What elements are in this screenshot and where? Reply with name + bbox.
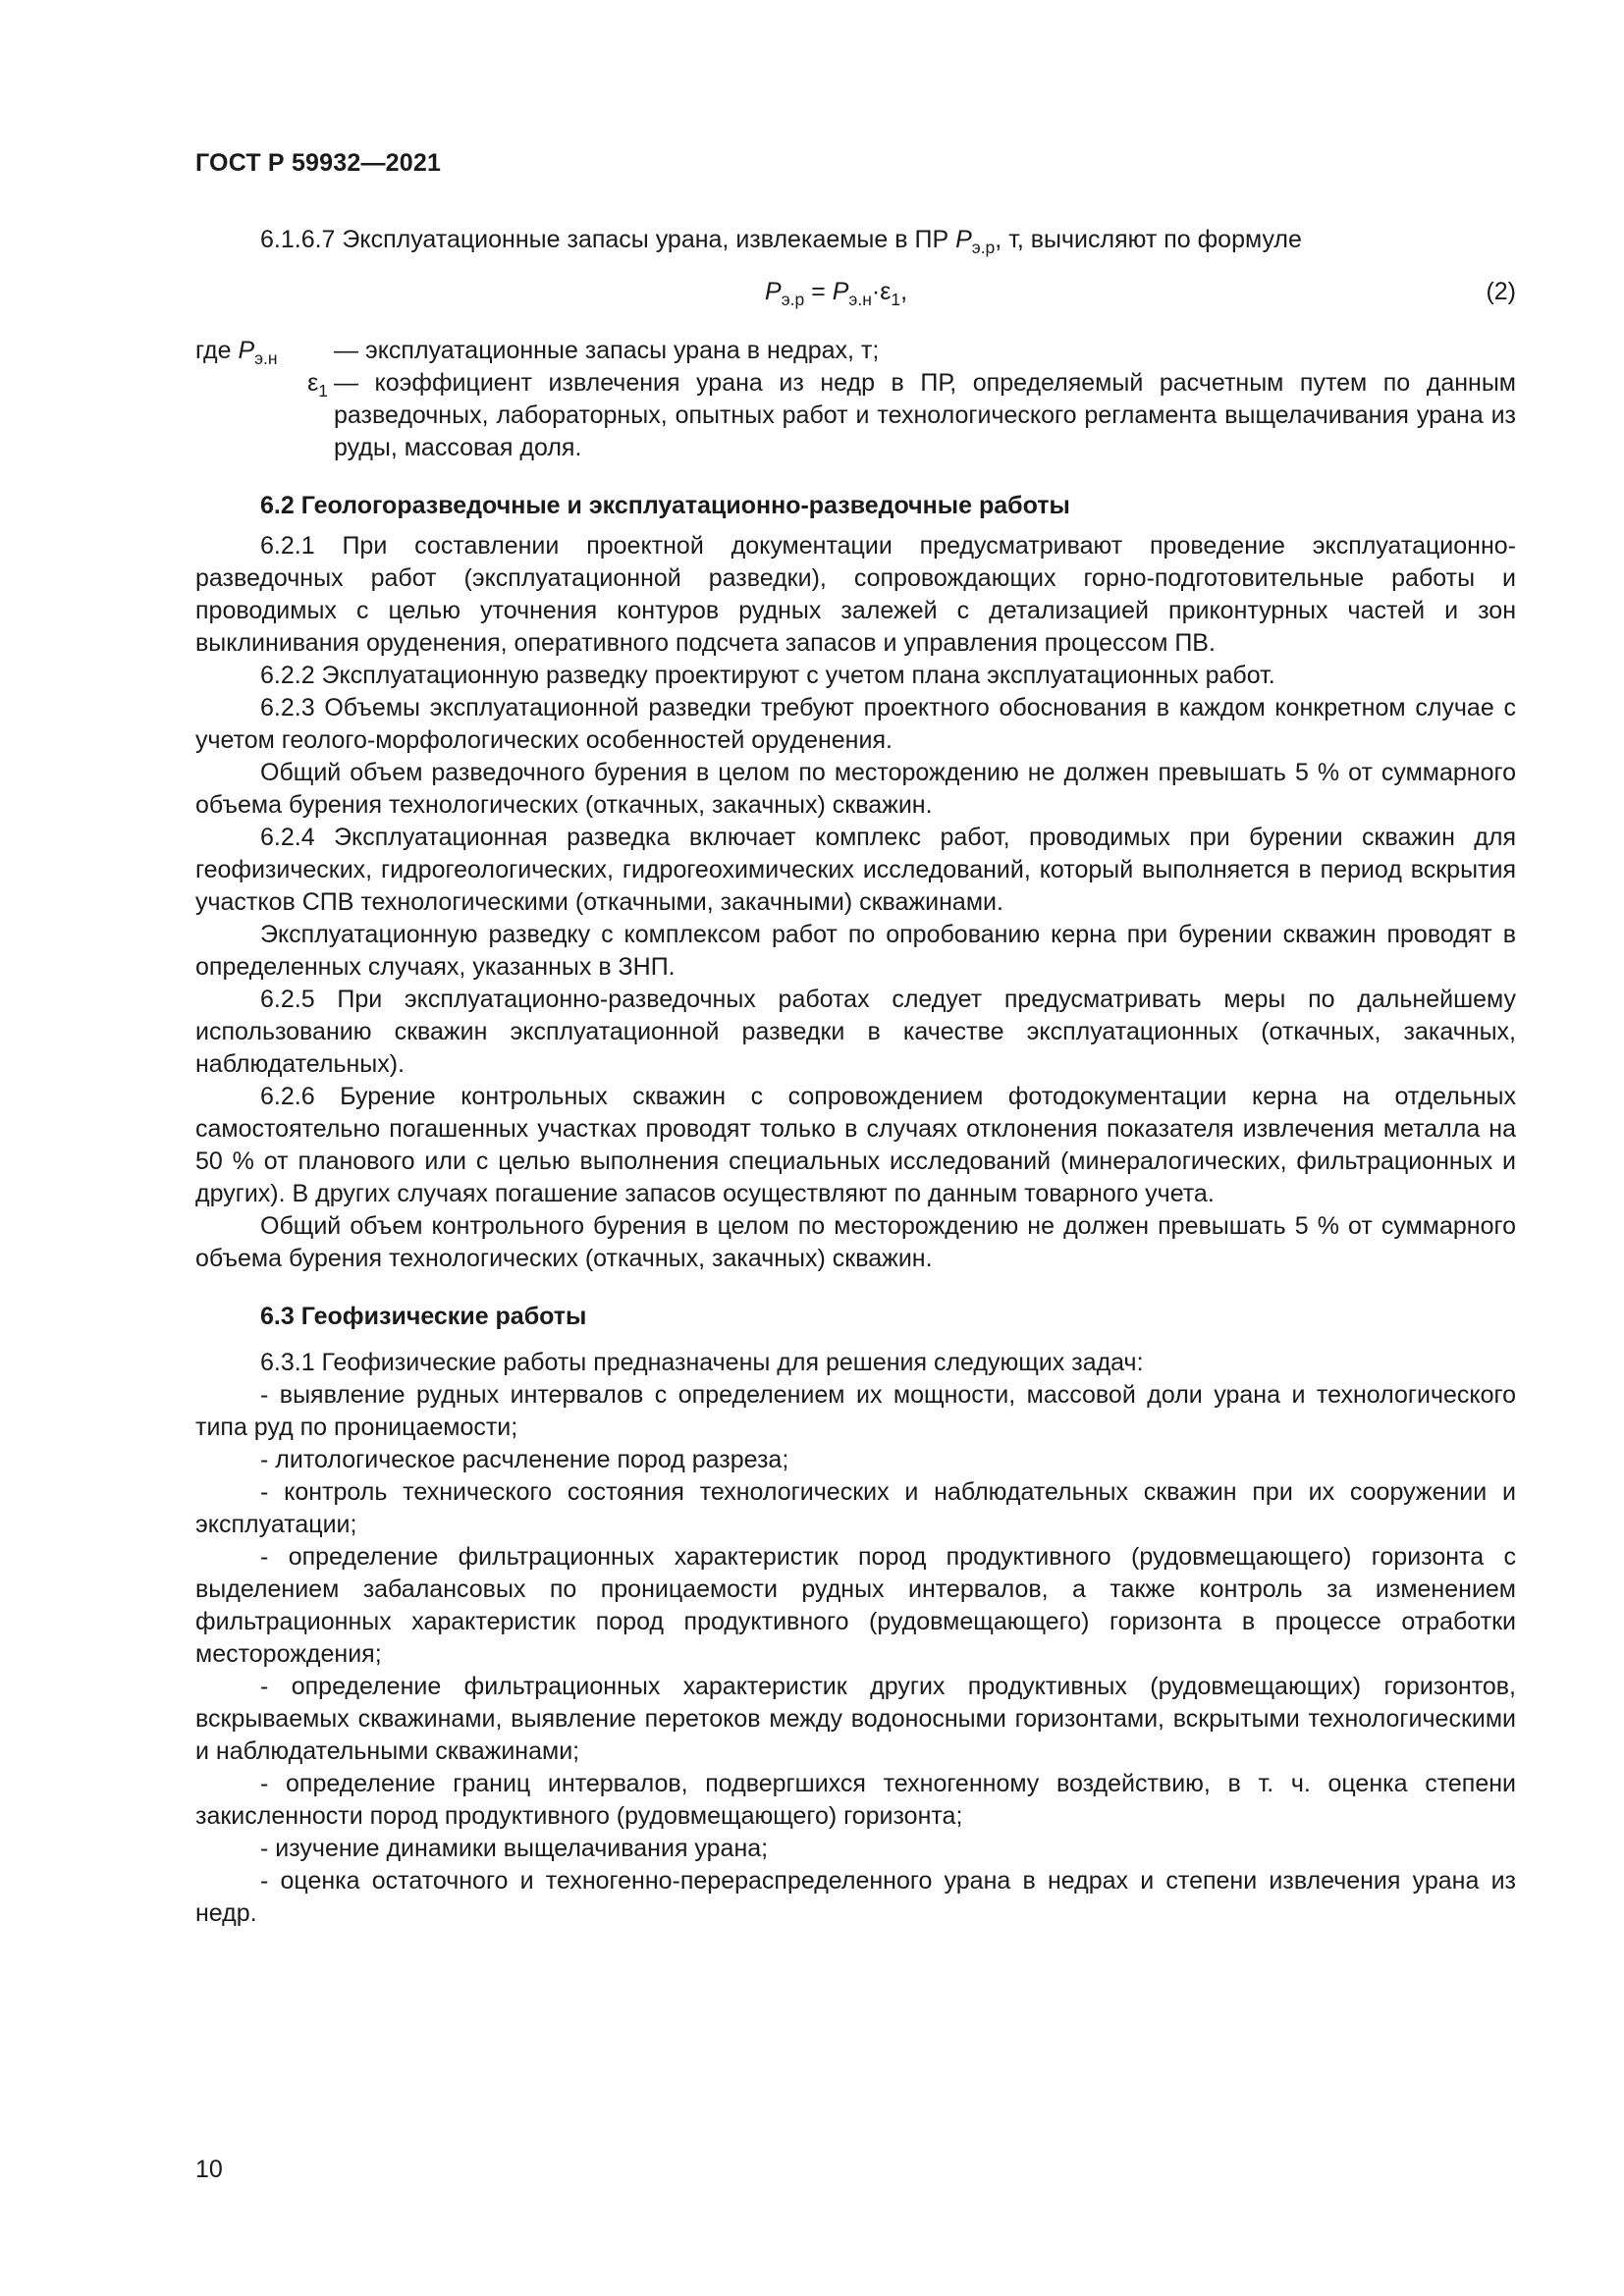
- list-item: - контроль технического состояния технологических и наблюдательных скважин при их сооружении и эксплуатации;: [195, 1478, 1516, 1538]
- list-item: - определение фильтрационных характеристик пород продуктивного (рудовмещающего) горизонта с выделением забалансовых по проницаемости рудных интервалов, а также контроль за изменением фильтрационных характеристик пород продуктивного (рудовмещающего) горизонта в процессе отработки месторождения;: [195, 1543, 1516, 1668]
- paragraph: Общий объем контрольного бурения в целом по месторождению не должен превышать 5 % от суммарного объема бурения технологических (откачных, закачных) скважин.: [195, 1212, 1516, 1272]
- formula-expression: $P_{э.р} = P_{э.н}\cdot\varepsilon_1$,: [765, 278, 908, 309]
- formula-2: [195, 270, 1516, 329]
- definition-epsilon: $\varepsilon_1$ — коэффициент извлечения урана из недр в ПР, определяемый расчетным путем по данным разведочных, лабораторных, опытных работ и технологического регламента выщелачивания урана из руды, массовая доля.: [307, 369, 1516, 461]
- paragraph: 6.2.4 Эксплуатационная разведка включает комплекс работ, проводимых при бурении скважин для геофизических, гидрогеологических, гидрогеохимических исследований, который выполняется в период вскрытия участков СПВ технологическими (откачными, закачными) скважинами.: [195, 824, 1516, 916]
- list-item: - литологическое расчленение пород разреза;: [260, 1446, 789, 1473]
- list-item: - оценка остаточного и техногенно-перераспределенного урана в недрах и степени извлечения урана из недр.: [195, 1867, 1516, 1927]
- section-heading-6-2: 6.2 Геологоразведочные и эксплуатационно-разведочные работы: [260, 492, 1070, 519]
- formula-definitions: [195, 335, 1516, 464]
- paragraph: 6.2.1 При составлении проектной документации предусматривают проведение эксплуатационно-разведочных работ (эксплуатационной разведки), сопровождающих горно-подготовительные работы и проводимых с целью уточнения контуров рудных залежей с детализацией приконтурных частей и зон выклинивания оруденения, оперативного подсчета запасов и управления процессом ПВ.: [195, 532, 1516, 657]
- list-item: - изучение динамики выщелачивания урана;: [260, 1835, 769, 1862]
- paragraph: Общий объем разведочного бурения в целом по месторождению не должен превышать 5 % от суммарного объема бурения технологических (откачных, закачных) скважин.: [195, 759, 1516, 819]
- page-content: [195, 224, 1516, 1930]
- definition-p-en: где $P_{э.н}$ — эксплуатационные запасы урана в недрах, т;: [195, 337, 880, 368]
- page-number: 10: [195, 2156, 223, 2183]
- list-item: - определение границ интервалов, подвергшихся техногенному воздействию, в т. ч. оценка степени закисленности пород продуктивного (рудовмещающего) горизонта;: [195, 1770, 1516, 1830]
- document-header: ГОСТ Р 59932—2021: [195, 149, 442, 177]
- paragraph: 6.2.2 Эксплуатационную разведку проектируют с учетом плана эксплуатационных работ.: [260, 662, 1275, 689]
- paragraph-6-3-1: 6.3.1 Геофизические работы предназначены для решения следующих задач:: [260, 1349, 1144, 1376]
- paragraph: Эксплуатационную разведку с комплексом работ по опробованию керна при бурении скважин проводят в определенных случаях, указанных в ЗНП.: [195, 921, 1516, 981]
- paragraph: 6.2.6 Бурение контрольных скважин с сопровождением фотодокументации керна на отдельных самостоятельно погашенных участках проводят только в случаях отклонения показателя извлечения металла на 50 % от планового или с целью выполнения специальных исследований (минералогических, фильтрационных и других). В других случаях погашение запасов осуществляют по данным товарного учета.: [195, 1083, 1516, 1207]
- formula-number: (2): [1486, 278, 1516, 305]
- paragraph: 6.2.5 При эксплуатационно-разведочных работах следует предусматривать меры по дальнейшему использованию скважин эксплуатационной разведки в качестве эксплуатационных (откачных, закачных, наблюдательных).: [195, 986, 1516, 1078]
- paragraph-6-1-6-7: 6.1.6.7 Эксплуатационные запасы урана, извлекаемые в ПР $P_{э.р}$, т, вычисляют по формуле: [260, 226, 1302, 257]
- paragraph: 6.2.3 Объемы эксплуатационной разведки требуют проектного обоснования в каждом конкретном случае с учетом геолого-морфологических особенностей оруденения.: [195, 694, 1516, 754]
- section-heading-6-3: 6.3 Геофизические работы: [260, 1303, 587, 1330]
- list-item: - определение фильтрационных характеристик других продуктивных (рудовмещающих) горизонтов, вскрываемых скважинами, выявление перетоков между водоносными горизонтами, вскрытыми технологическими и наблюдательными скважинами;: [195, 1673, 1516, 1765]
- list-item: - выявление рудных интервалов с определением их мощности, массовой доли урана и технологического типа руд по проницаемости;: [195, 1381, 1516, 1441]
